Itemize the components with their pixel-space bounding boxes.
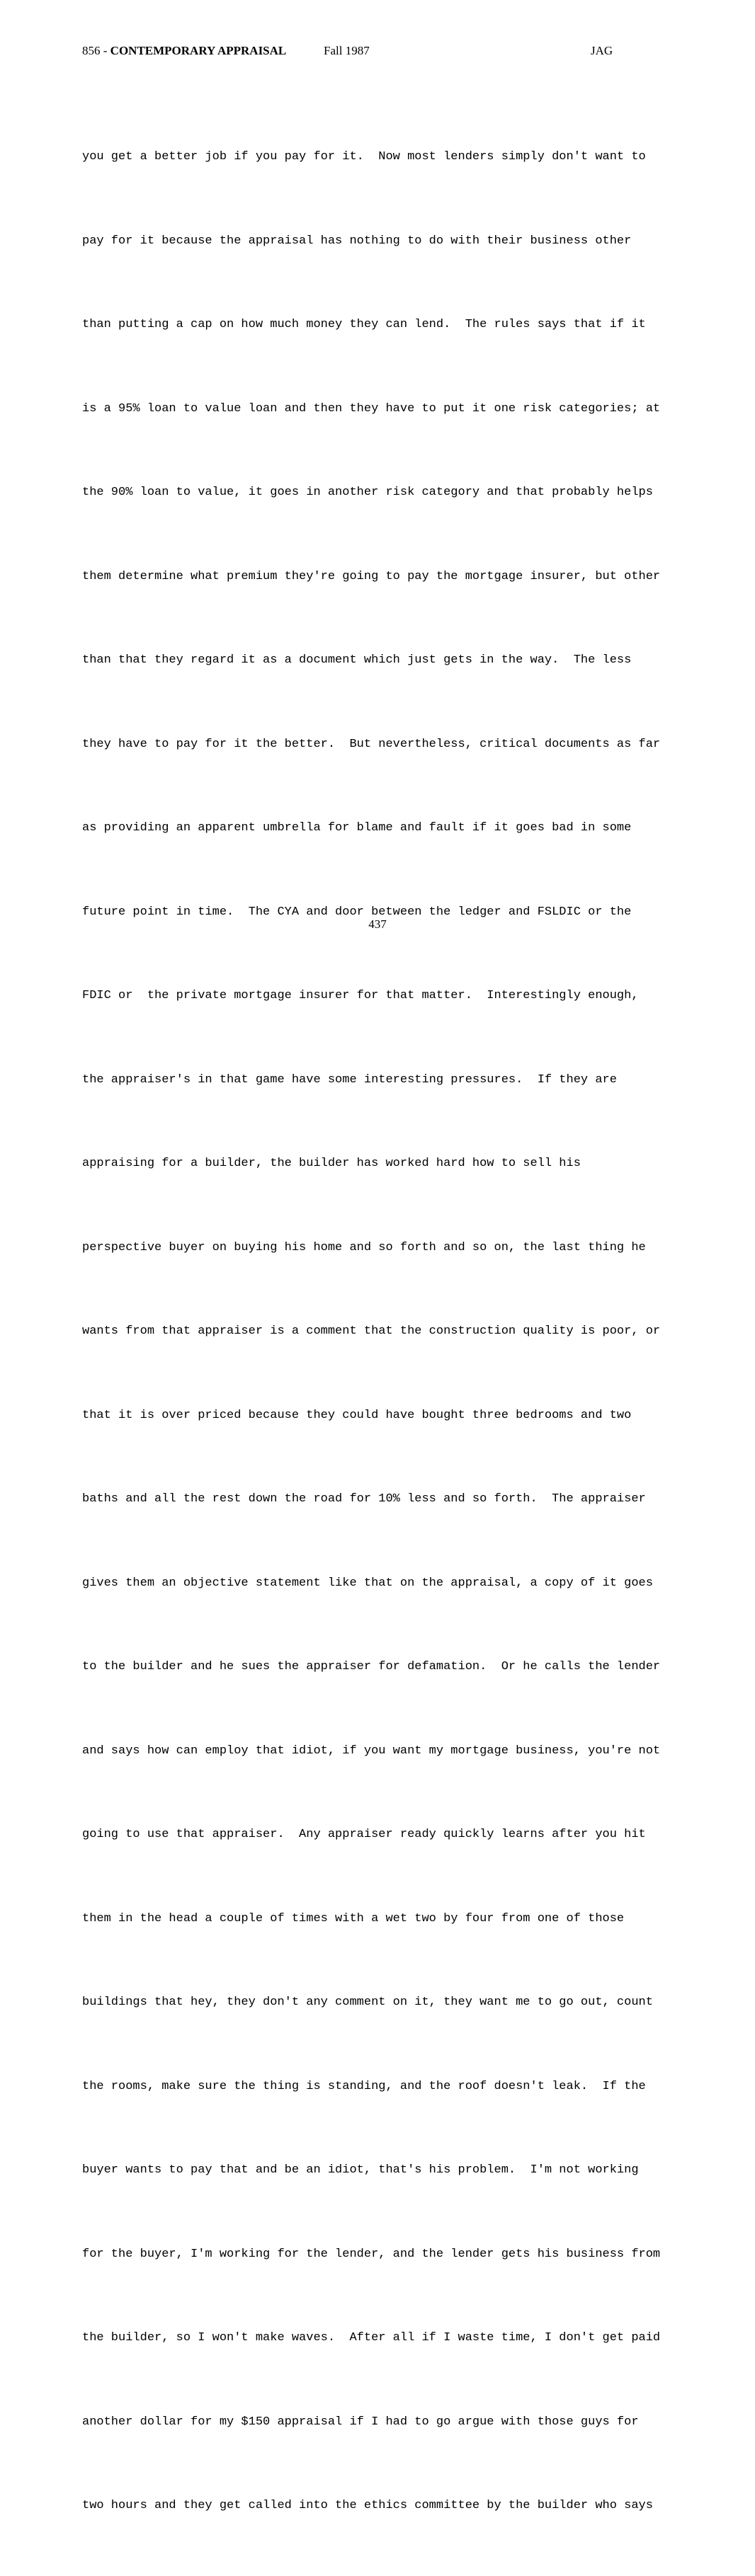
author-initials: JAG — [591, 44, 613, 57]
text-line: to the builder and he sues the appraiser for defamation. Or he calls the lender — [82, 1660, 661, 1673]
text-line: baths and all the rest down the road for 10% less and so forth. The appraiser — [82, 1492, 646, 1506]
text-line: the rooms, make sure the thing is standing, and the roof doesn't leak. If the — [82, 2079, 646, 2093]
term-label: Fall 1987 — [324, 44, 370, 57]
text-line: wants from that appraiser is a comment that the construction quality is poor, or — [82, 1324, 661, 1338]
text-line: and says how can employ that idiot, if you want my mortgage business, you're not — [82, 1744, 661, 1758]
text-line: than putting a cap on how much money they can lend. The rules says that if it — [82, 318, 646, 331]
page-header — [0, 44, 755, 61]
text-line: future point in time. The CYA and door between the ledger and FSLDIC or the — [82, 905, 632, 919]
text-line: FDIC or the private mortgage insurer for that matter. Interestingly enough, — [82, 989, 639, 1002]
text-line: that it is over priced because they could have bought three bedrooms and two — [82, 1408, 632, 1422]
text-line: going to use that appraiser. Any appraiser ready quickly learns after you hit — [82, 1828, 646, 1841]
text-line: you get a better job if you pay for it. Now most lenders simply don't want to — [82, 150, 646, 164]
text-line: them determine what premium they're going to pay the mortgage insurer, but other — [82, 569, 661, 583]
text-line: as providing an apparent umbrella for blame and fault if it goes bad in some — [82, 821, 632, 835]
text-line: perspective buyer on buying his home and so forth and so on, the last thing he — [82, 1240, 646, 1254]
text-line: appraising for a builder, the builder has worked hard how to sell his — [82, 1157, 581, 1170]
text-line: for the buyer, I'm working for the lender, and the lender gets his business from — [82, 2247, 661, 2261]
text-line: the 90% loan to value, it goes in another risk category and that probably helps — [82, 486, 653, 499]
text-line: they have to pay for it the better. But nevertheless, critical documents as far — [82, 737, 661, 751]
course-title: CONTEMPORARY APPRAISAL — [110, 44, 287, 57]
text-line: is a 95% loan to value loan and then they have to put it one risk categories; at — [82, 401, 661, 416]
text-line: than that they regard it as a document which just gets in the way. The less — [82, 653, 632, 667]
transcript-body — [82, 87, 720, 2576]
text-line: the builder, so I won't make waves. After all if I waste time, I don't get paid — [82, 2331, 661, 2345]
text-line: pay for it because the appraisal has nothing to do with their business other — [82, 234, 632, 248]
course-number: 856 - — [82, 44, 110, 57]
text-line: gives them an objective statement like that on the appraisal, a copy of it goes — [82, 1576, 653, 1590]
text-line: buyer wants to pay that and be an idiot, that's his problem. I'm not working — [82, 2163, 639, 2177]
course-heading — [82, 44, 286, 58]
text-line: another dollar for my $150 appraisal if I had to go argue with those guys for — [82, 2415, 639, 2429]
text-line: two hours and they get called into the ethics committee by the builder who says — [82, 2499, 653, 2512]
text-line: buildings that hey, they don't any comment on it, they want me to go out, count — [82, 1996, 653, 2009]
text-line: them in the head a couple of times with a wet two by four from one of those — [82, 1911, 625, 1925]
text-line: the appraiser's in that game have some interesting pressures. If they are — [82, 1072, 617, 1087]
page-number: 437 — [368, 917, 387, 931]
